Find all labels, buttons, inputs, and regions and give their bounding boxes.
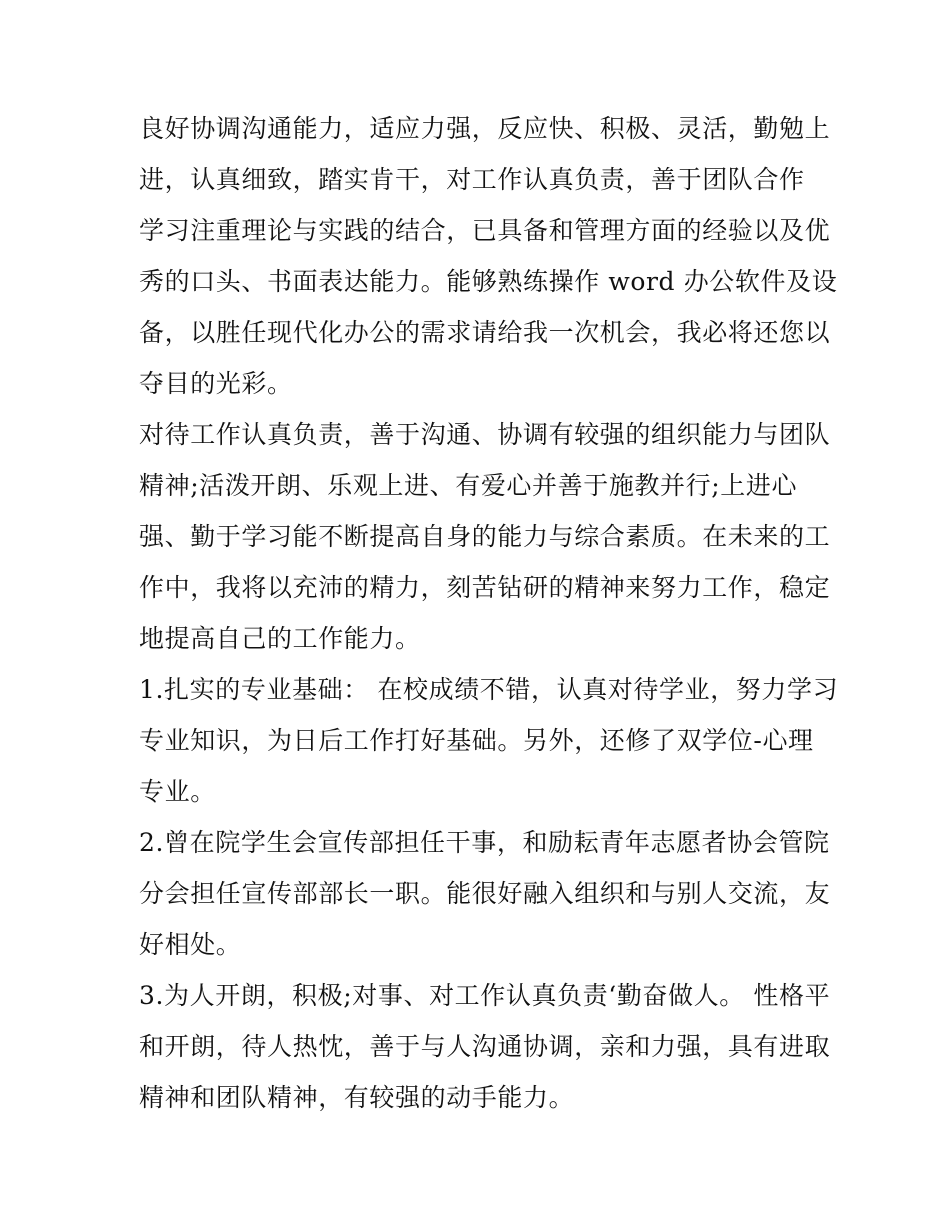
text-line: 2.曾在院学生会宣传部担任干事，和励耘青年志愿者协会管院 [139, 828, 830, 857]
text-line: 专业。 [139, 777, 216, 806]
text-line: 分会担任宣传部部长一职。能很好融入组织和与别人交流，友 [139, 879, 831, 908]
text-line: 强、勤于学习能不断提高自身的能力与综合素质。在未来的工 [139, 522, 831, 551]
text-line: 夺目的光彩。 [139, 369, 293, 398]
text-line: 学习注重理论与实践的结合，已具备和管理方面的经验以及优 [139, 216, 831, 245]
text-line: 备，以胜任现代化办公的需求请给我一次机会，我必将还您以 [139, 318, 831, 347]
text-line: 秀的口头、书面表达能力。能够熟练操作 word 办公软件及设 [139, 267, 838, 296]
text-line: 专业知识，为日后工作打好基础。另外，还修了双学位-心理 [139, 726, 814, 755]
text-line: 良好协调沟通能力，适应力强，反应快、积极、灵活，勤勉上 [139, 114, 831, 143]
text-line: 和开朗，待人热忱，善于与人沟通协调，亲和力强，具有进取 [139, 1032, 831, 1061]
text-line: 好相处。 [139, 930, 242, 959]
text-line: 对待工作认真负责，善于沟通、协调有较强的组织能力与团队 [139, 420, 831, 449]
text-line: 进，认真细致，踏实肯干，对工作认真负责，善于团队合作 [139, 165, 805, 194]
text-line: 精神和团队精神，有较强的动手能力。 [139, 1083, 575, 1112]
text-line: 作中，我将以充沛的精力，刻苦钻研的精神来努力工作，稳定 [139, 573, 831, 602]
text-line: 地提高自己的工作能力。 [139, 624, 421, 653]
text-line: 精神;活泼开朗、乐观上进、有爱心并善于施教并行;上进心 [139, 471, 798, 500]
text-line: 1.扎实的专业基础： 在校成绩不错，认真对待学业，努力学习 [139, 675, 839, 704]
text-line: 3.为人开朗，积极;对事、对工作认真负责‘勤奋做人。 性格平 [139, 981, 831, 1010]
